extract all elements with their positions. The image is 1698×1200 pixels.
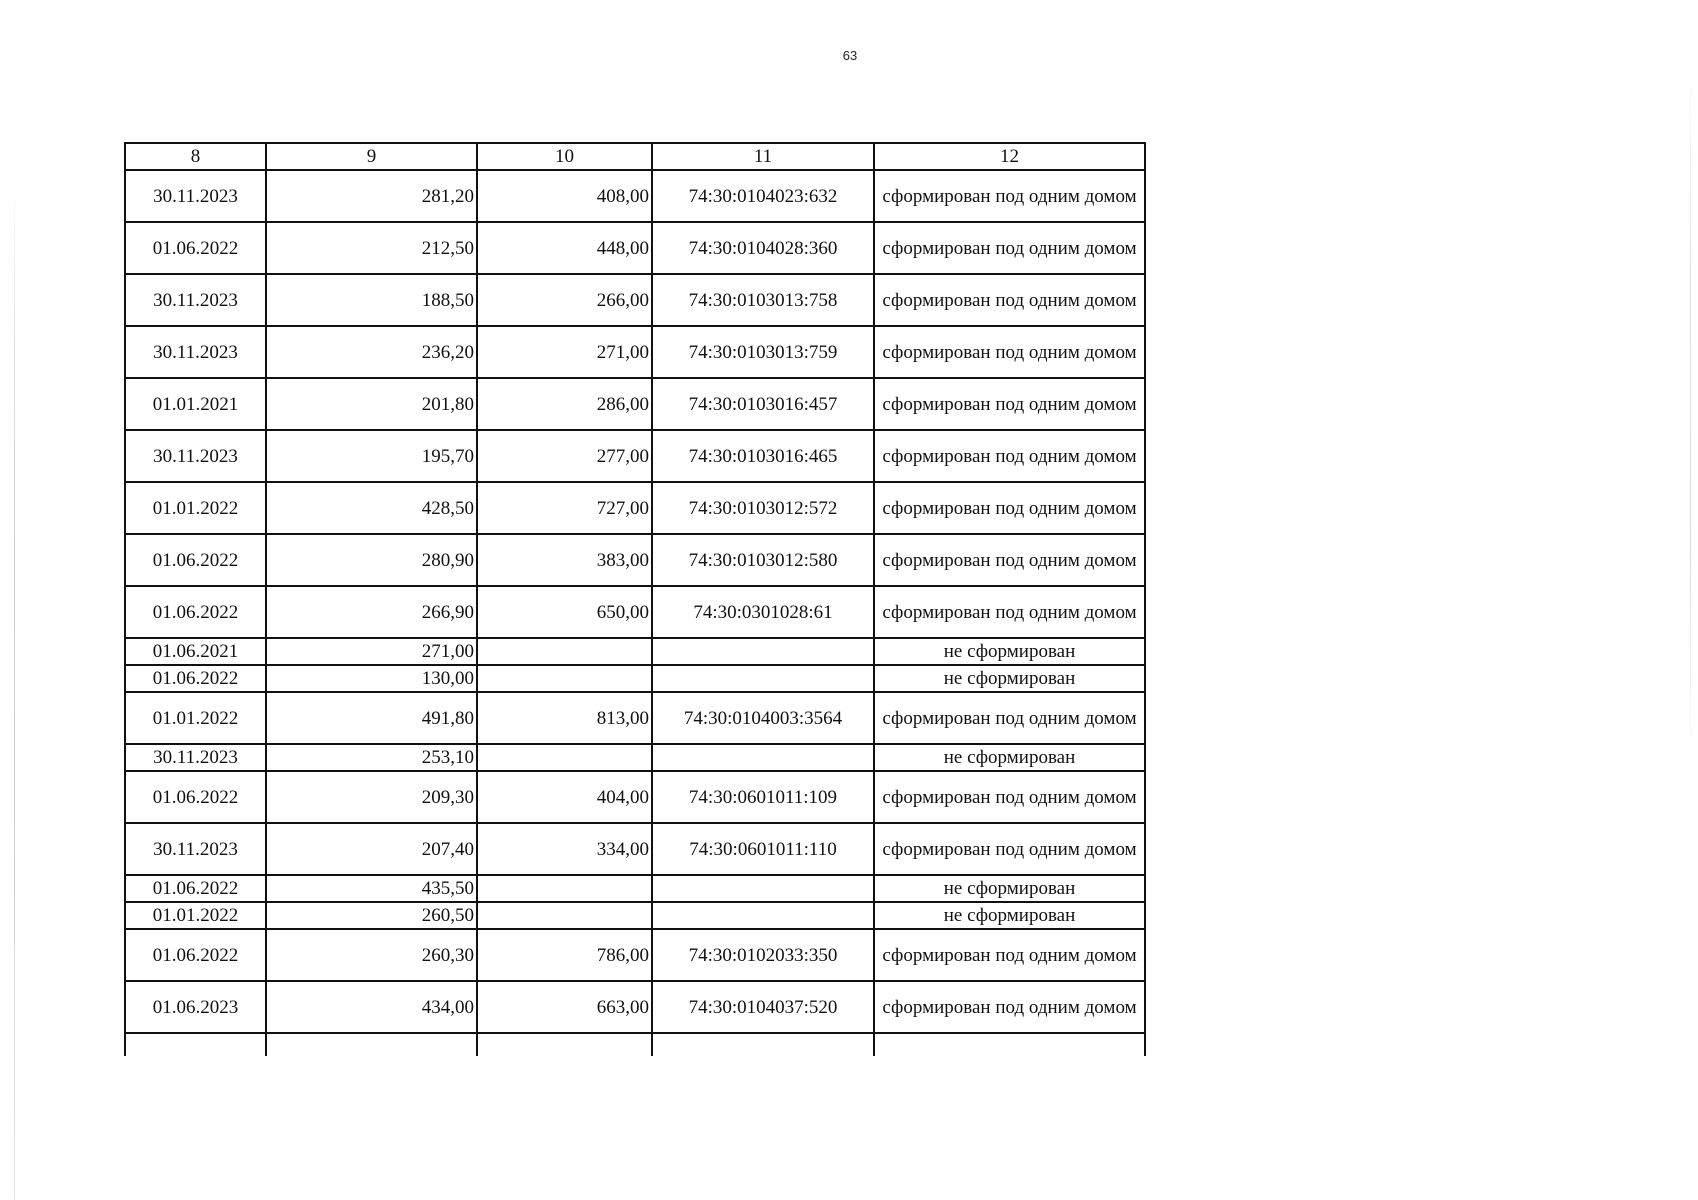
date-cell: 01.01.2022 — [125, 482, 266, 534]
date-cell: 01.06.2022 — [125, 534, 266, 586]
cadastral-number-cell: 74:30:0103013:758 — [652, 274, 874, 326]
cadastral-number-cell: 74:30:0601011:109 — [652, 771, 874, 823]
land-area-cell — [477, 875, 652, 902]
table-row — [125, 534, 1145, 586]
table-row — [125, 744, 1145, 771]
area-cell: 281,20 — [266, 170, 477, 222]
land-area-cell: 448,00 — [477, 222, 652, 274]
date-cell: 30.11.2023 — [125, 430, 266, 482]
date-cell: 30.11.2023 — [125, 326, 266, 378]
column-header: 10 — [477, 143, 652, 170]
table-row — [125, 222, 1145, 274]
area-cell: 260,50 — [266, 902, 477, 929]
date-cell: 01.01.2022 — [125, 692, 266, 744]
cadastral-number-cell: 74:30:0104003:3564 — [652, 692, 874, 744]
date-cell: 30.11.2023 — [125, 274, 266, 326]
area-cell: 260,30 — [266, 929, 477, 981]
status-cell: сформирован под одним домом — [874, 482, 1145, 534]
cadastral-number-cell: 74:30:0601011:110 — [652, 823, 874, 875]
land-area-cell — [477, 744, 652, 771]
table-row — [125, 823, 1145, 875]
column-header: 8 — [125, 143, 266, 170]
status-cell: не сформирован — [874, 744, 1145, 771]
table-row — [125, 274, 1145, 326]
table-row — [125, 771, 1145, 823]
land-area-cell: 663,00 — [477, 981, 652, 1033]
cadastral-number-cell — [652, 665, 874, 692]
land-area-cell: 727,00 — [477, 482, 652, 534]
area-cell: 491,80 — [266, 692, 477, 744]
area-cell: 435,50 — [266, 875, 477, 902]
status-cell: сформирован под одним домом — [874, 534, 1145, 586]
empty-cell — [266, 1033, 477, 1056]
land-area-cell: 271,00 — [477, 326, 652, 378]
column-header: 12 — [874, 143, 1145, 170]
status-cell: сформирован под одним домом — [874, 170, 1145, 222]
cadastral-number-cell: 74:30:0104037:520 — [652, 981, 874, 1033]
area-cell: 201,80 — [266, 378, 477, 430]
land-area-cell: 286,00 — [477, 378, 652, 430]
date-cell: 01.06.2023 — [125, 981, 266, 1033]
area-cell: 195,70 — [266, 430, 477, 482]
area-cell: 130,00 — [266, 665, 477, 692]
status-cell: не сформирован — [874, 665, 1145, 692]
status-cell: не сформирован — [874, 902, 1145, 929]
land-area-cell: 277,00 — [477, 430, 652, 482]
table-row — [125, 875, 1145, 902]
table-row — [125, 902, 1145, 929]
date-cell: 01.06.2022 — [125, 771, 266, 823]
status-cell: сформирован под одним домом — [874, 326, 1145, 378]
land-area-cell: 404,00 — [477, 771, 652, 823]
cadastral-number-cell: 74:30:0301028:61 — [652, 586, 874, 638]
area-cell: 428,50 — [266, 482, 477, 534]
area-cell: 207,40 — [266, 823, 477, 875]
cadastral-number-cell — [652, 744, 874, 771]
area-cell: 280,90 — [266, 534, 477, 586]
status-cell: сформирован под одним домом — [874, 222, 1145, 274]
land-area-cell: 786,00 — [477, 929, 652, 981]
date-cell: 30.11.2023 — [125, 823, 266, 875]
table-row — [125, 378, 1145, 430]
land-area-cell: 334,00 — [477, 823, 652, 875]
table-row — [125, 586, 1145, 638]
cadastral-number-cell — [652, 875, 874, 902]
cadastral-number-cell: 74:30:0103016:457 — [652, 378, 874, 430]
date-cell: 01.01.2021 — [125, 378, 266, 430]
status-cell: сформирован под одним домом — [874, 929, 1145, 981]
table-header-row — [125, 143, 1145, 170]
table-row — [125, 430, 1145, 482]
land-area-cell: 266,00 — [477, 274, 652, 326]
status-cell: сформирован под одним домом — [874, 378, 1145, 430]
cadastral-number-cell: 74:30:0104023:632 — [652, 170, 874, 222]
date-cell: 01.01.2022 — [125, 902, 266, 929]
date-cell: 01.06.2022 — [125, 665, 266, 692]
status-cell: сформирован под одним домом — [874, 692, 1145, 744]
status-cell: сформирован под одним домом — [874, 981, 1145, 1033]
date-cell: 01.06.2021 — [125, 638, 266, 665]
land-area-cell — [477, 902, 652, 929]
empty-cell — [874, 1033, 1145, 1056]
table-row — [125, 638, 1145, 665]
land-area-cell: 383,00 — [477, 534, 652, 586]
date-cell: 01.06.2022 — [125, 222, 266, 274]
land-area-cell: 408,00 — [477, 170, 652, 222]
area-cell: 271,00 — [266, 638, 477, 665]
data-table — [124, 142, 1146, 1056]
scan-edge-right — [1690, 60, 1691, 760]
cadastral-number-cell: 74:30:0103012:580 — [652, 534, 874, 586]
cadastral-number-cell: 74:30:0103013:759 — [652, 326, 874, 378]
cadastral-number-cell — [652, 638, 874, 665]
status-cell: сформирован под одним домом — [874, 586, 1145, 638]
scan-edge-left — [14, 180, 15, 1200]
status-cell: не сформирован — [874, 875, 1145, 902]
area-cell: 236,20 — [266, 326, 477, 378]
area-cell: 266,90 — [266, 586, 477, 638]
table-row — [125, 170, 1145, 222]
column-header: 11 — [652, 143, 874, 170]
date-cell: 01.06.2022 — [125, 875, 266, 902]
status-cell: сформирован под одним домом — [874, 771, 1145, 823]
empty-cell — [477, 1033, 652, 1056]
status-cell: сформирован под одним домом — [874, 430, 1145, 482]
table-row — [125, 665, 1145, 692]
table-body — [125, 170, 1145, 1056]
area-cell: 212,50 — [266, 222, 477, 274]
cadastral-number-cell: 74:30:0104028:360 — [652, 222, 874, 274]
table-row — [125, 929, 1145, 981]
status-cell: сформирован под одним домом — [874, 823, 1145, 875]
table-row — [125, 482, 1145, 534]
column-header: 9 — [266, 143, 477, 170]
area-cell: 253,10 — [266, 744, 477, 771]
table-row — [125, 326, 1145, 378]
continuation-row — [125, 1033, 1145, 1056]
cadastral-number-cell: 74:30:0103016:465 — [652, 430, 874, 482]
date-cell: 01.06.2022 — [125, 586, 266, 638]
area-cell: 209,30 — [266, 771, 477, 823]
date-cell: 30.11.2023 — [125, 744, 266, 771]
land-area-cell — [477, 665, 652, 692]
date-cell: 01.06.2022 — [125, 929, 266, 981]
table-row — [125, 692, 1145, 744]
empty-cell — [652, 1033, 874, 1056]
empty-cell — [125, 1033, 266, 1056]
status-cell: не сформирован — [874, 638, 1145, 665]
cadastral-number-cell: 74:30:0102033:350 — [652, 929, 874, 981]
land-area-cell: 650,00 — [477, 586, 652, 638]
land-area-cell: 813,00 — [477, 692, 652, 744]
cadastral-number-cell — [652, 902, 874, 929]
area-cell: 434,00 — [266, 981, 477, 1033]
land-area-cell — [477, 638, 652, 665]
table-row — [125, 981, 1145, 1033]
area-cell: 188,50 — [266, 274, 477, 326]
date-cell: 30.11.2023 — [125, 170, 266, 222]
cadastral-number-cell: 74:30:0103012:572 — [652, 482, 874, 534]
status-cell: сформирован под одним домом — [874, 274, 1145, 326]
page-number: 63 — [842, 48, 858, 63]
